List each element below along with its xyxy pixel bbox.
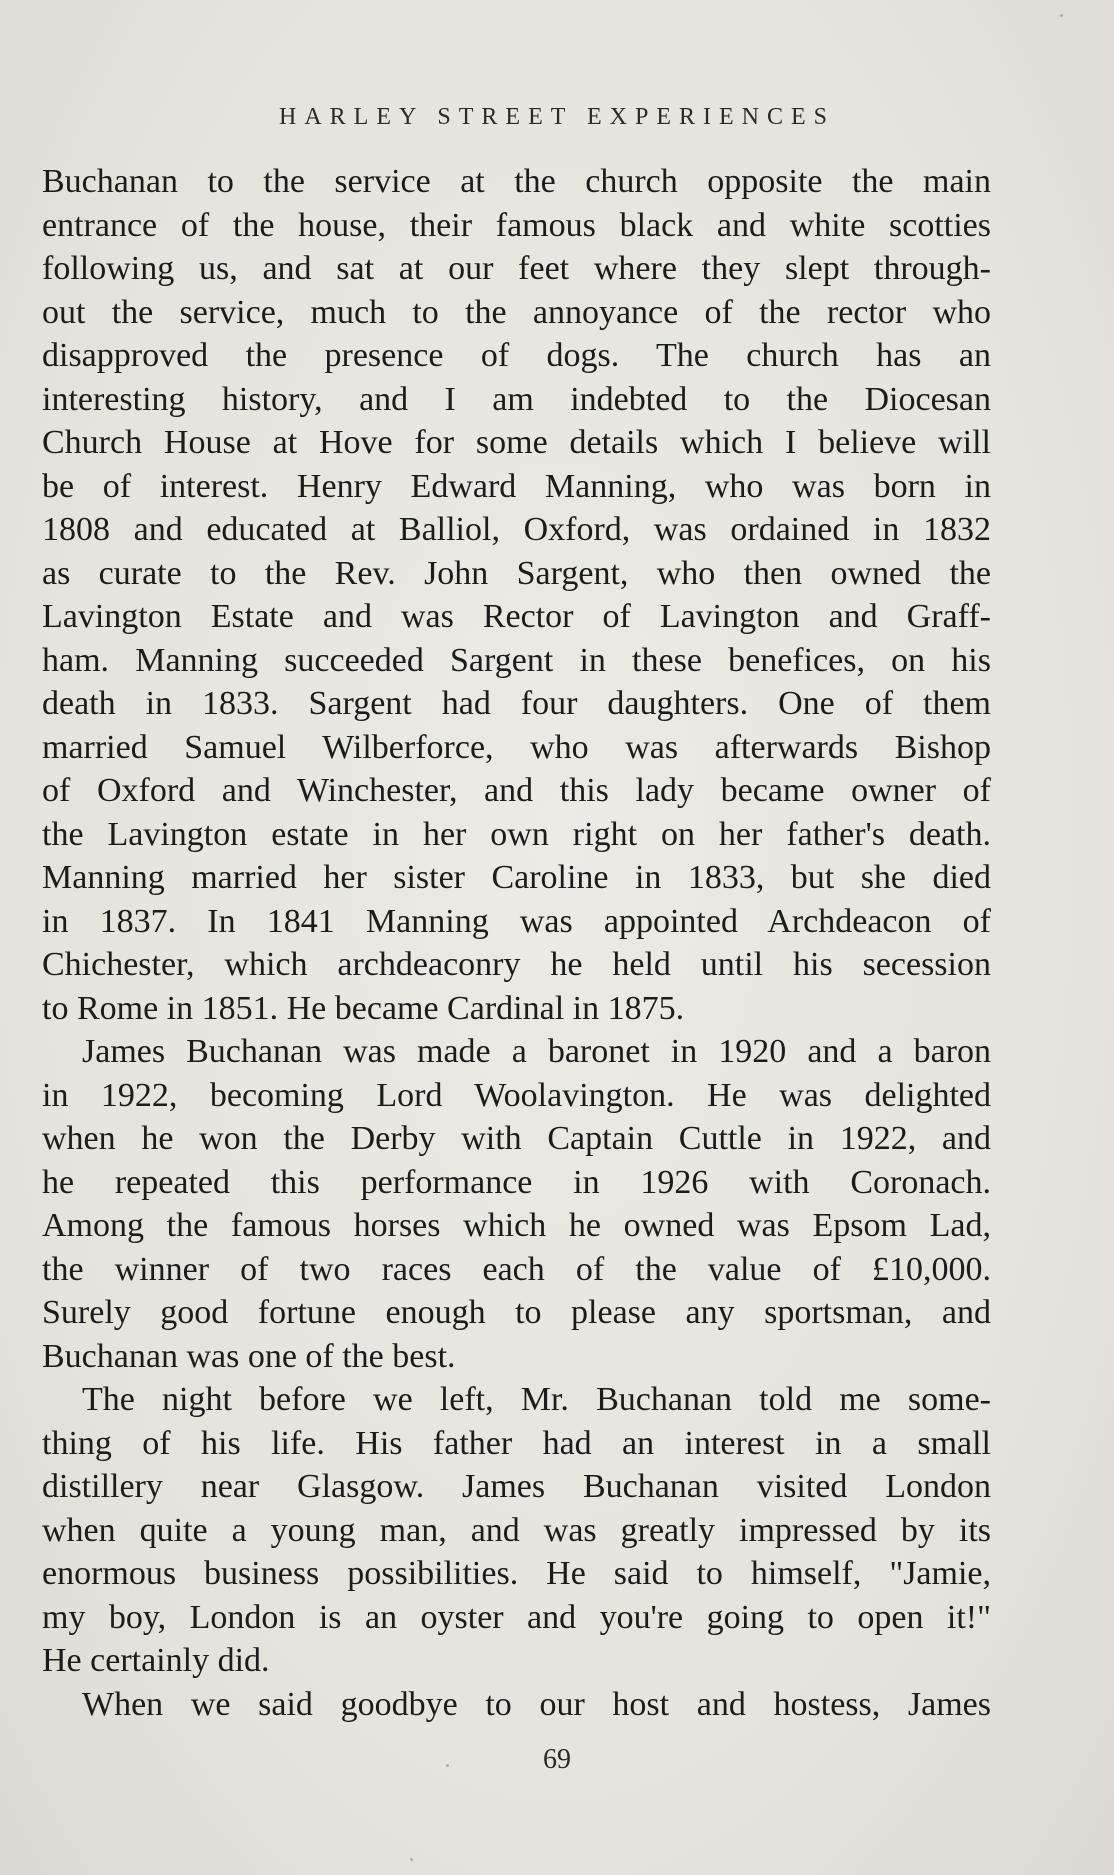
text-line: thing of his life. His father had an interest in a small [42,1424,991,1462]
text-line: Lavington Estate and was Rector of Lavington and Graff- [42,598,991,635]
text-line: 1808 and educated at Balliol, Oxford, was ordained in 1832 [42,511,991,548]
paper-speck [1060,14,1063,17]
text-line: in 1922, becoming Lord Woolavington. He was delighted [42,1076,991,1114]
text-line: Chichester, which archdeaconry he held until his secession [42,946,991,983]
text-line: The night before we left, Mr. Buchanan told me some- [82,1381,991,1418]
text-line: disapproved the presence of dogs. The church has an [42,337,991,374]
text-line: the winner of two races each of the value of £10,000. [42,1250,991,1288]
text-line: ham. Manning succeeded Sargent in these benefices, on his [42,641,991,679]
text-line: Church House at Hove for some details which I believe will [42,424,991,461]
text-line: the Lavington estate in her own right on her father's death. [42,815,991,853]
text-line: following us, and sat at our feet where they slept through- [42,250,991,287]
text-line: to Rome in 1851. He became Cardinal in 1875. [42,989,685,1027]
paper-speck [410,1858,413,1861]
text-line: Among the famous horses which he owned was Epsom Lad, [42,1207,991,1244]
text-line: as curate to the Rev. John Sargent, who then owned the [42,554,991,592]
text-line: Buchanan was one of the best. [42,1337,456,1375]
text-line: be of interest. Henry Edward Manning, who was born in [42,467,991,505]
text-line: James Buchanan was made a baronet in 1920 and a baron [82,1033,991,1070]
text-line: distillery near Glasgow. James Buchanan visited London [42,1468,991,1505]
text-line: of Oxford and Winchester, and this lady became owner of [42,772,991,809]
text-line: in 1837. In 1841 Manning was appointed Archdeacon of [42,902,991,940]
text-line: He certainly did. [42,1642,270,1679]
text-line: Surely good fortune enough to please any sportsman, and [42,1294,991,1331]
text-line: when quite a young man, and was greatly impressed by its [42,1511,991,1549]
text-line: my boy, London is an oyster and you're going to open it!" [42,1598,991,1636]
paper-speck [446,1764,449,1767]
text-line: Manning married her sister Caroline in 1833, but she died [42,859,991,896]
text-line: Buchanan to the service at the church opposite the main [42,163,991,200]
text-line: out the service, much to the annoyance of the rector who [42,293,991,331]
text-line: When we said goodbye to our host and hostess, James [82,1685,991,1723]
text-line: interesting history, and I am indebted to the Diocesan [42,380,991,418]
text-line: he repeated this performance in 1926 with Coronach. [42,1163,991,1201]
body-text [42,160,991,1726]
text-line: entrance of the house, their famous black and white scotties [42,206,991,244]
running-head: HARLEY STREET EXPERIENCES [278,104,835,130]
text-line: when he won the Derby with Captain Cuttle in 1922, and [42,1120,991,1157]
page-number: 69 [543,1744,571,1775]
text-line: married Samuel Wilberforce, who was afterwards Bishop [42,728,991,766]
text-line: enormous business possibilities. He said to himself, "Jamie, [42,1555,991,1592]
text-line: death in 1833. Sargent had four daughters. One of them [42,685,991,722]
